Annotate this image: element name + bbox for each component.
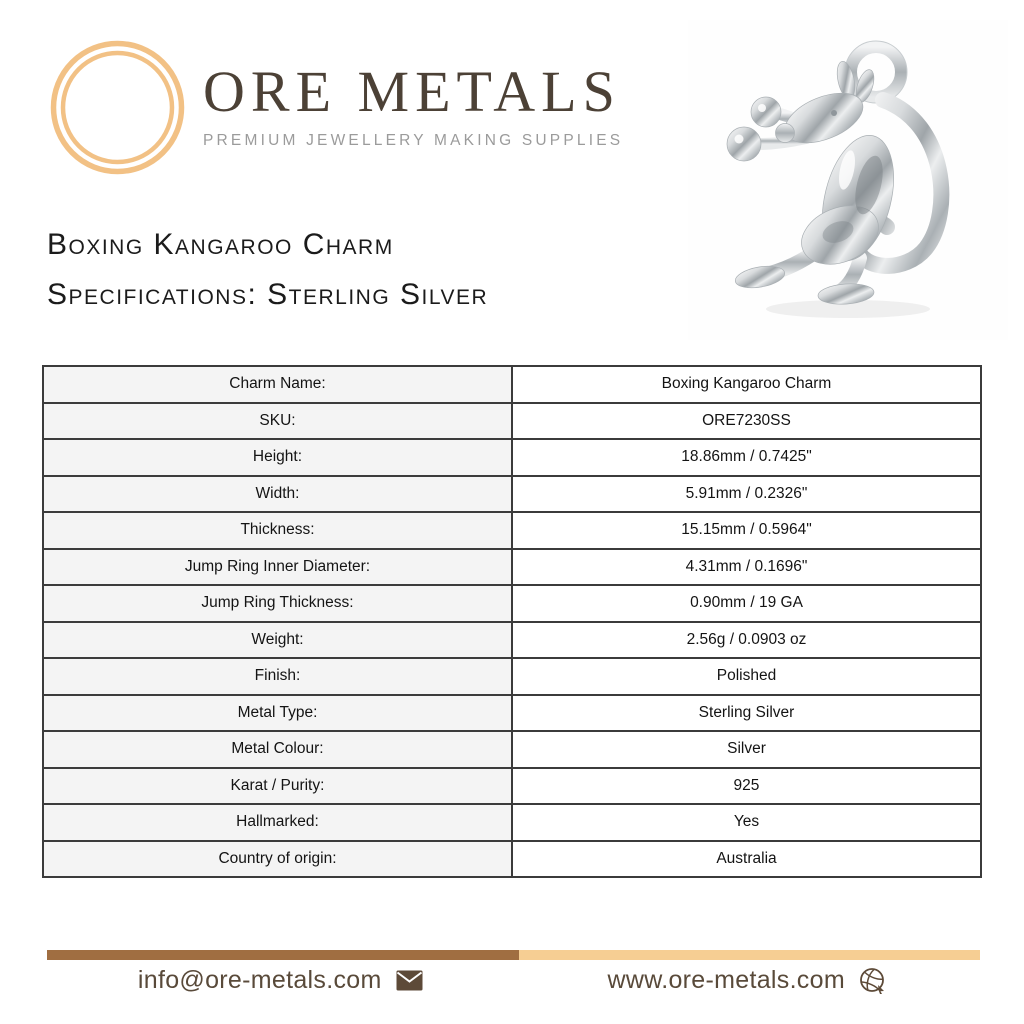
table-row	[43, 804, 981, 841]
kangaroo-charm-image	[688, 20, 1008, 340]
table-row	[43, 622, 981, 659]
product-photo	[688, 20, 1008, 340]
spec-label: Metal Colour:	[43, 731, 512, 768]
spec-label: Jump Ring Inner Diameter:	[43, 549, 512, 586]
product-title	[47, 220, 488, 320]
spec-label: Weight:	[43, 622, 512, 659]
footer-email[interactable]	[47, 966, 514, 995]
table-row	[43, 585, 981, 622]
spec-value: 925	[512, 768, 981, 805]
spec-value: Polished	[512, 658, 981, 695]
spec-label: Charm Name:	[43, 366, 512, 403]
table-row	[43, 512, 981, 549]
spec-label: Hallmarked:	[43, 804, 512, 841]
spec-value: 15.15mm / 0.5964"	[512, 512, 981, 549]
spec-label: Height:	[43, 439, 512, 476]
table-row	[43, 731, 981, 768]
spec-value: 4.31mm / 0.1696"	[512, 549, 981, 586]
footer-website-text[interactable]: www.ore-metals.com	[607, 966, 845, 994]
brand-tagline: PREMIUM JEWELLERY MAKING SUPPLIES	[203, 132, 624, 149]
spec-value: 0.90mm / 19 GA	[512, 585, 981, 622]
spec-value: 5.91mm / 0.2326"	[512, 476, 981, 513]
spec-label: Karat / Purity:	[43, 768, 512, 805]
spec-label: Width:	[43, 476, 512, 513]
table-row	[43, 476, 981, 513]
product-title-line1: Boxing Kangaroo Charm	[47, 228, 394, 261]
spec-label: Finish:	[43, 658, 512, 695]
table-row	[43, 658, 981, 695]
footer-divider-tan-segment	[519, 950, 980, 960]
footer-divider-brown-segment	[47, 950, 519, 960]
table-row	[43, 768, 981, 805]
table-row	[43, 439, 981, 476]
spec-label: Metal Type:	[43, 695, 512, 732]
spec-label: Thickness:	[43, 512, 512, 549]
spec-value: ORE7230SS	[512, 403, 981, 440]
envelope-icon	[396, 970, 423, 991]
table-row	[43, 403, 981, 440]
footer-website[interactable]	[514, 966, 981, 995]
table-row	[43, 841, 981, 878]
brand-logo	[50, 40, 185, 175]
spec-value: Australia	[512, 841, 981, 878]
spec-value: Sterling Silver	[512, 695, 981, 732]
footer-email-text[interactable]: info@ore-metals.com	[137, 966, 382, 994]
table-row	[43, 366, 981, 403]
table-row	[43, 549, 981, 586]
double-ring-circle-icon	[50, 40, 185, 175]
spec-label: Country of origin:	[43, 841, 512, 878]
spec-value: Silver	[512, 731, 981, 768]
spec-label: SKU:	[43, 403, 512, 440]
brand-text-block	[203, 58, 624, 150]
spec-value: Boxing Kangaroo Charm	[512, 366, 981, 403]
spec-value: 18.86mm / 0.7425"	[512, 439, 981, 476]
product-title-line2: Specifications: Sterling Silver	[47, 278, 489, 311]
spec-value: Yes	[512, 804, 981, 841]
globe-icon	[859, 967, 886, 994]
brand-name: ORE METALS	[203, 59, 621, 124]
spec-value: 2.56g / 0.0903 oz	[512, 622, 981, 659]
footer-contacts	[47, 966, 980, 995]
spec-table	[42, 365, 982, 878]
table-row	[43, 695, 981, 732]
footer-divider	[47, 950, 980, 960]
spec-label: Jump Ring Thickness:	[43, 585, 512, 622]
